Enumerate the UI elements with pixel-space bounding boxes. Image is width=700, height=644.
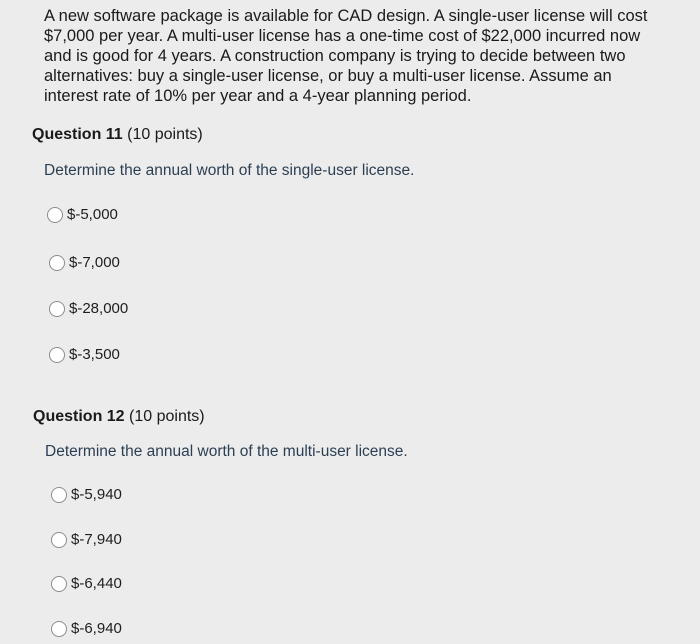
question-12-text: Determine the annual worth of the multi-user license. [45,443,408,460]
question-11-title: Question 11 [32,126,123,143]
q12-option-4[interactable] [51,620,122,637]
option-label: $-28,000 [69,300,129,317]
q11-option-1[interactable] [47,206,118,223]
radio-button[interactable] [49,347,65,363]
q12-option-2[interactable] [51,531,122,548]
radio-button[interactable] [49,301,65,317]
q11-option-2[interactable] [49,254,120,271]
radio-button[interactable] [51,487,67,503]
q12-option-1[interactable] [51,486,122,503]
problem-statement: A new software package is available for CAD design. A single-user license will cost $7,000 per year. A multi-user license has a one-time cost of $22,000 incurred now and is good for 4 years. A construction company is trying to decide between two alternatives: buy a single-user license, or buy a multi-user license. Assume an interest rate of 10% per year and a 4-year planning period. [44,7,648,105]
q12-option-3[interactable] [51,575,122,592]
radio-button[interactable] [51,621,67,637]
q11-option-3[interactable] [49,300,128,317]
question-11-header [32,126,203,144]
option-label: $-6,940 [71,620,122,637]
radio-button[interactable] [51,532,67,548]
radio-button[interactable] [49,255,65,271]
question-11-text: Determine the annual worth of the single-user license. [44,162,415,179]
q11-option-4[interactable] [49,346,120,363]
question-12-header [33,408,205,426]
option-label: $-5,940 [71,486,122,503]
radio-button[interactable] [51,576,67,592]
question-12-title: Question 12 [33,408,125,425]
option-label: $-7,940 [71,531,122,548]
option-label: $-6,440 [71,575,122,592]
radio-button[interactable] [47,207,63,223]
question-11-points: (10 points) [127,126,203,143]
option-label: $-5,000 [67,206,118,223]
option-label: $-7,000 [69,254,120,271]
question-12-points: (10 points) [129,408,205,425]
option-label: $-3,500 [69,346,120,363]
